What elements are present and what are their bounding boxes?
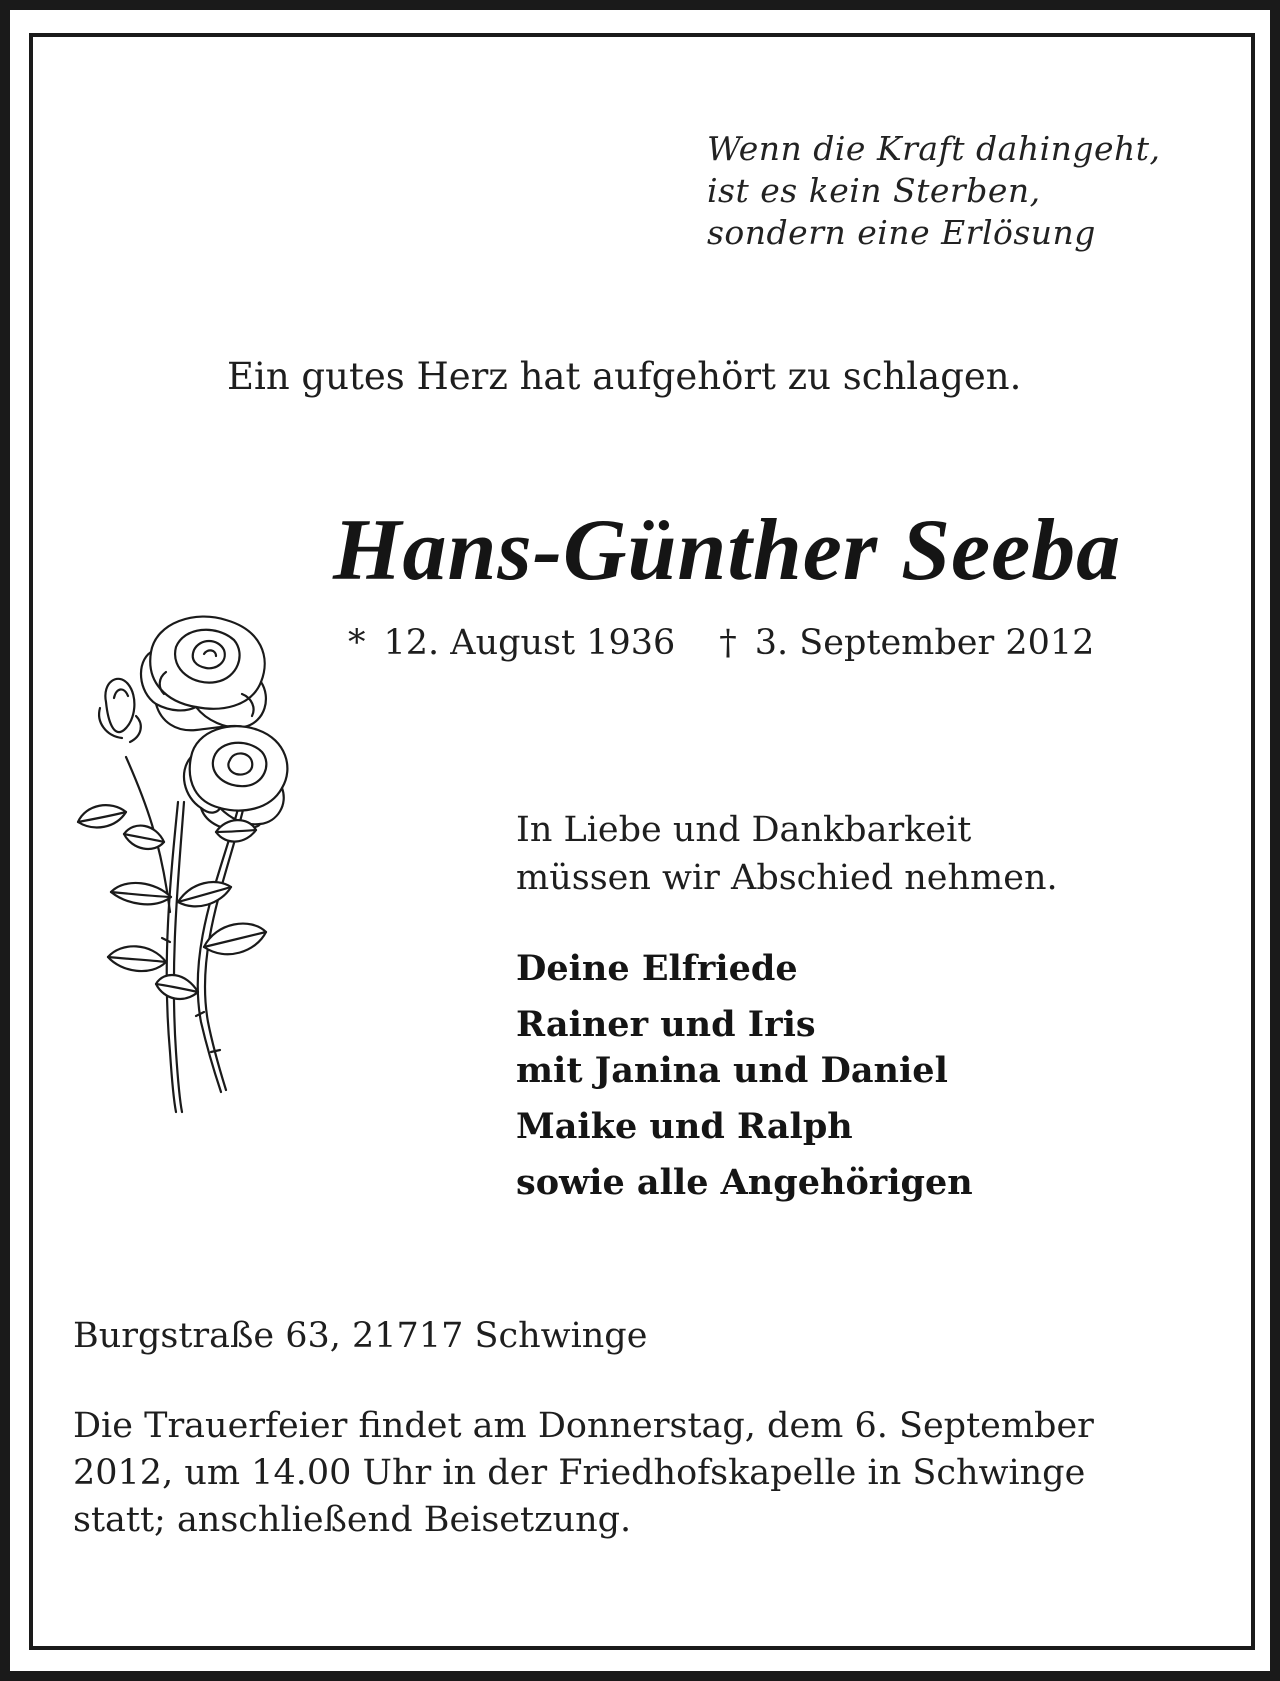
mourners-list [516, 946, 973, 1216]
funeral-service-notice [73, 1403, 1223, 1544]
service-line: statt; anschließend Beisetzung. [73, 1500, 632, 1540]
mourner-line: Maike und Ralph [516, 1106, 853, 1147]
motto-quote [707, 128, 1161, 254]
service-line: 2012, um 14.00 Uhr in der Friedhofskapelle in Schwinge [73, 1453, 1086, 1493]
mourner-group [516, 1104, 973, 1150]
mourner-line: mit Janina und Daniel [516, 1050, 948, 1091]
birth-symbol: * [348, 623, 366, 663]
mourner-line: Rainer und Iris [516, 1004, 816, 1045]
mourner-group [516, 1160, 973, 1206]
mourner-line: Deine Elfriede [516, 948, 798, 989]
death-symbol: † [719, 623, 737, 663]
death-date: 3. September 2012 [754, 623, 1095, 663]
motto-line: sondern eine Erlösung [707, 213, 1096, 252]
birth-date: 12. August 1936 [383, 623, 676, 663]
mourner-line: sowie alle Angehörigen [516, 1162, 973, 1203]
service-line: Die Trauerfeier findet am Donnerstag, dem 6. September [73, 1406, 1094, 1446]
motto-line: ist es kein Sterben, [707, 171, 1041, 210]
deceased-name: Hans-Günther Seeba [333, 502, 1122, 599]
farewell-line: In Liebe und Dankbarkeit [516, 810, 972, 850]
life-dates [348, 623, 1094, 663]
farewell-line: müssen wir Abschied nehmen. [516, 858, 1058, 898]
motto-line: Wenn die Kraft dahingeht, [707, 129, 1161, 168]
mourner-group [516, 946, 973, 992]
rose-illustration [66, 612, 316, 1122]
lead-sentence: Ein gutes Herz hat aufgehört zu schlagen. [227, 355, 1022, 398]
farewell-text [516, 806, 1058, 902]
mourner-group [516, 1002, 973, 1094]
address-line: Burgstraße 63, 21717 Schwinge [73, 1316, 648, 1356]
